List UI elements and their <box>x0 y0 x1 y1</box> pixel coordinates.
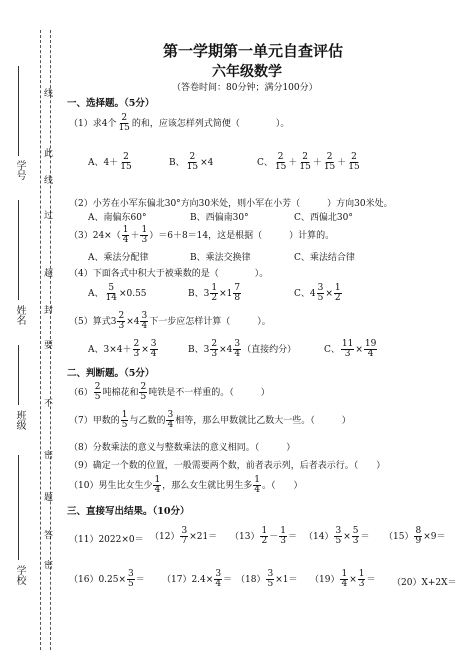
calc-item-17[interactable]: （17）2.4× $\frac{3}{4}$ ＝ <box>162 569 233 589</box>
page-title: 第一学期第一单元自查评估 <box>163 42 344 60</box>
school-label: 学校 <box>14 565 25 585</box>
seal-char: 密 <box>42 560 52 569</box>
exam-note: （答卷时间：80分钟；满分100分） <box>172 83 318 93</box>
question-4-option-b[interactable]: B、3 $\frac{1}{2}$ ×1 $\frac{7}{8}$ <box>188 283 241 303</box>
calc-item-15[interactable]: （15） $\frac{8}{9}$ ×9＝ <box>384 526 446 546</box>
question-5-stem: （5）算式3 $\frac{2}{3}$ ×4 $\frac{3}{4}$ 下一步应怎样计算（ ）。 <box>69 311 271 331</box>
seal-char: 答 <box>42 530 52 539</box>
question-5-option-b[interactable]: B、3 $\frac{2}{3}$ ×4 $\frac{3}{4}$ （直接约分） <box>188 339 297 359</box>
seal-char: 线 <box>42 175 52 184</box>
question-8: （8）分数乘法的意义与整数乘法的意义相同。（ ） <box>69 443 296 453</box>
question-4-stem: （4）下面各式中积大于被乘数的是（ ）。 <box>69 269 269 279</box>
calc-item-16[interactable]: （16）0.25× $\frac{3}{5}$ ＝ <box>69 569 145 589</box>
question-6: （6） $\frac{2}{5}$ 吨棉花和 $\frac{2}{5}$ 吨铁是不一样重的。（ ） <box>69 382 270 402</box>
calc-item-13[interactable]: （13） $\frac{1}{2}$ － $\frac{1}{3}$ ＝ <box>230 526 297 546</box>
student-id-blank[interactable] <box>18 66 19 156</box>
question-9: （9）确定一个数的位置，一般需要两个数，前者表示列，后者表示行。（ ） <box>69 461 386 471</box>
calc-item-12[interactable]: （12） $\frac{3}{7}$ ×21＝ <box>150 526 218 546</box>
question-2-option-b[interactable]: B、西偏南30° <box>190 213 249 223</box>
calc-item-11[interactable]: （11）2022×0＝ <box>69 535 144 545</box>
name-label: 姓名 <box>14 305 25 325</box>
seal-char: 过 <box>42 210 52 219</box>
question-3-option-b[interactable]: B、乘法交换律 <box>190 253 251 263</box>
question-3-option-c[interactable]: C、乘法结合律 <box>294 253 355 263</box>
question-10: （10）男生比女生少 $\frac{1}{4}$ ，那么女生就比男生多 $\frac{1}{4}$ 。（ ） <box>69 475 303 495</box>
student-id-label: 学号 <box>14 160 25 180</box>
seal-char: 超 <box>42 268 52 277</box>
seal-char: 密 <box>42 450 52 459</box>
calc-item-20[interactable]: （20）X+2X＝ <box>392 578 457 588</box>
fraction: $\frac{2}{15}$ <box>118 113 130 133</box>
class-label: 班级 <box>14 410 25 430</box>
calc-item-19[interactable]: （19） $\frac{1}{4}$ × $\frac{1}{3}$ ＝ <box>310 569 376 589</box>
seal-char: 不 <box>42 398 52 407</box>
name-blank[interactable] <box>18 200 19 300</box>
section-heading: 三、直接写出结果。（10分） <box>67 506 190 517</box>
question-1-option-c[interactable]: C、 $\frac{2}{15}$ ＋ $\frac{2}{15}$ ＋ $\frac{2}{15}$ ＋ $\frac{2}{15}$ <box>257 152 360 172</box>
page-subtitle: 六年级数学 <box>212 64 282 80</box>
question-3-option-a[interactable]: A、乘法分配律 <box>88 253 149 263</box>
question-5-option-c[interactable]: C、 $\frac{11}{3}$ × $\frac{19}{4}$ <box>324 339 377 359</box>
question-1-option-b[interactable]: B、 $\frac{2}{15}$ ×4 <box>169 152 214 172</box>
seal-char: 此 <box>42 148 52 157</box>
calc-item-18[interactable]: （18） $\frac{3}{5}$ ×1＝ <box>236 569 298 589</box>
question-2-stem: （2）小芳在小军东偏北30°方向30米处，则小军在小芳（ ）方向30米处。 <box>69 199 393 209</box>
question-2-option-a[interactable]: A、南偏东60° <box>88 213 147 223</box>
class-blank[interactable] <box>18 345 19 405</box>
question-1-stem: （1）求4个 $\frac{2}{15}$ 的和，应该怎样列式简便（ ）。 <box>69 113 290 133</box>
question-2-option-c[interactable]: C、西偏北30° <box>294 213 353 223</box>
section-heading: 二、判断题。（5分） <box>67 368 155 379</box>
question-4-option-c[interactable]: C、4 $\frac{3}{5}$ × $\frac{1}{2}$ <box>294 283 341 303</box>
seal-char: 封 <box>42 305 52 314</box>
school-blank[interactable] <box>18 455 19 560</box>
question-5-option-a[interactable]: A、3×4＋ $\frac{2}{3}$ × $\frac{3}{4}$ <box>88 339 157 359</box>
question-1-option-a[interactable]: A、4＋ $\frac{2}{15}$ <box>88 152 132 172</box>
section-heading: 一、选择题。（5分） <box>67 98 155 109</box>
calc-item-14[interactable]: （14） $\frac{3}{5}$ × $\frac{5}{3}$ ＝ <box>304 526 370 546</box>
question-7: （7）甲数的 $\frac{1}{5}$ 与乙数的 $\frac{3}{4}$ 相等，那么甲数就比乙数大一些。（ ） <box>69 410 351 430</box>
seal-char: 线 <box>42 88 52 97</box>
seal-char: 题 <box>42 492 52 501</box>
question-3-stem: （3）24×（ $\frac{1}{4}$ ＋ $\frac{1}{3}$ ）＝6＋8＝14，这是根据（ ）计算的。 <box>69 225 335 245</box>
seal-char: 要 <box>42 340 52 349</box>
question-4-option-a[interactable]: A、 $\frac{5}{14}$ ×0.55 <box>88 283 147 303</box>
